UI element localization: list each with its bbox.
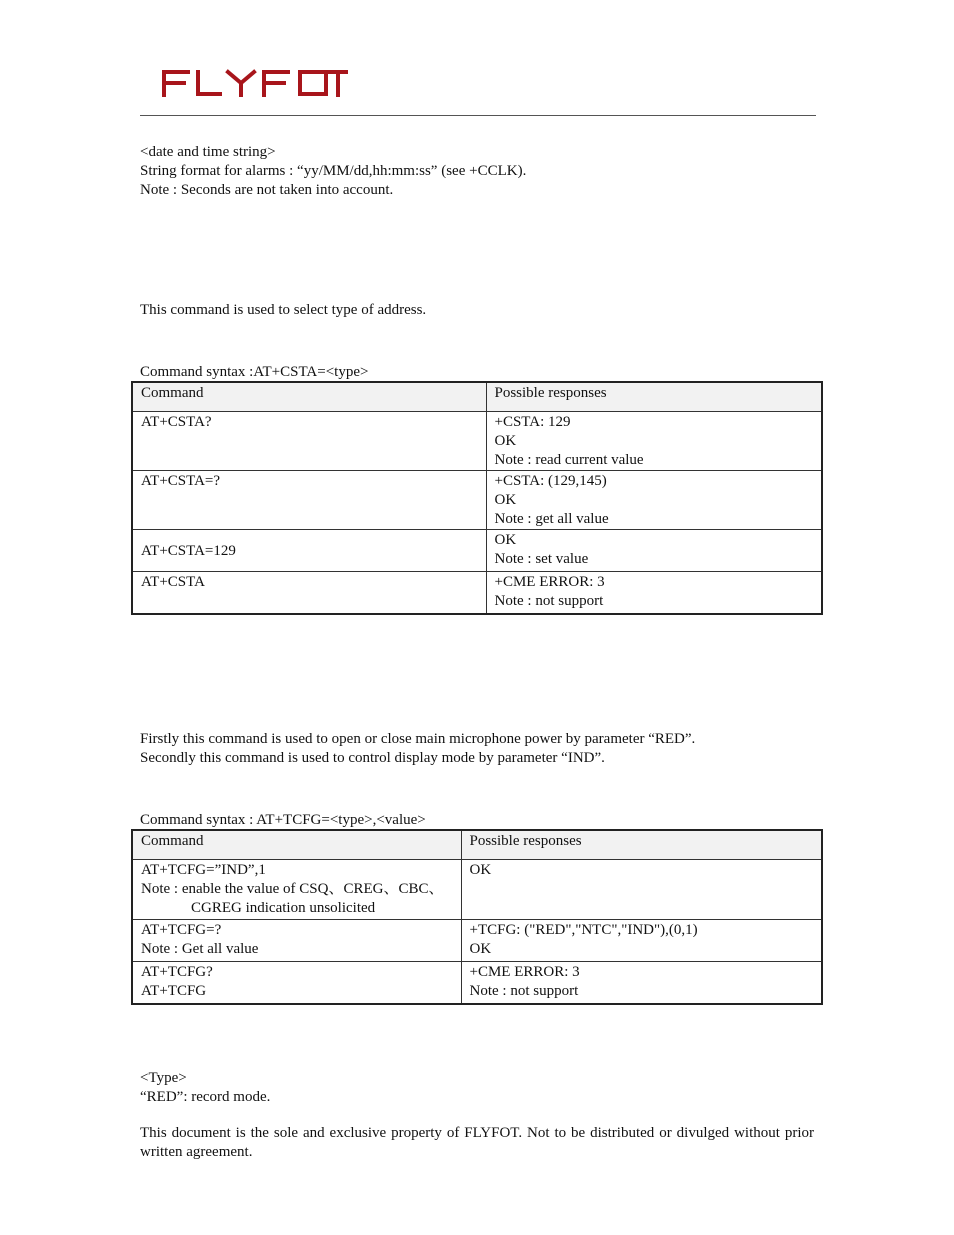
command-cell: AT+CSTA=129 (132, 530, 486, 572)
responses-cell (461, 860, 822, 920)
response-line: +CSTA: (129,145) (494, 473, 607, 489)
command-cell (132, 920, 461, 962)
param-red-desc: “RED”: record mode. (140, 1089, 271, 1105)
tcfg-syntax: Command syntax : AT+TCFG=<type>,<value> (140, 812, 426, 828)
table-row (132, 860, 822, 920)
table-header-row (132, 830, 822, 860)
responses-cell (461, 920, 822, 962)
response-line: Note : not support (469, 983, 579, 999)
command-cell: AT+CSTA (132, 572, 486, 614)
responses-cell (461, 962, 822, 1004)
response-line: Note : read current value (494, 452, 644, 468)
alarm-param-name: <date and time string> (140, 144, 276, 160)
response-line: OK (469, 862, 492, 878)
responses-cell (486, 471, 822, 530)
column-header-command: Command (132, 382, 486, 412)
flyfot-logo (160, 68, 350, 98)
command-line: AT+TCFG? (141, 964, 213, 980)
response-line: Note : set value (494, 551, 589, 567)
csta-syntax: Command syntax :AT+CSTA=<type> (140, 364, 369, 380)
alarm-parameter-block (140, 143, 526, 200)
command-note: Note : Get all value (141, 941, 259, 957)
command-cell (132, 860, 461, 920)
param-type-title: <Type> (140, 1070, 187, 1086)
response-line: OK (494, 532, 517, 548)
response-line: OK (494, 492, 517, 508)
header-rule (140, 115, 816, 116)
responses-cell (486, 412, 822, 471)
tcfg-description-line: Secondly this command is used to control display mode by parameter “IND”. (140, 750, 605, 766)
tcfg-command-table (131, 829, 823, 1005)
table-row (132, 962, 822, 1004)
response-line: OK (469, 941, 492, 957)
csta-command-table (131, 381, 823, 615)
command-line: AT+TCFG (141, 983, 207, 999)
alarm-param-note: Note : Seconds are not taken into account. (140, 182, 394, 198)
response-line: OK (494, 433, 517, 449)
table-row (132, 412, 822, 471)
responses-cell (486, 530, 822, 572)
table-row (132, 471, 822, 530)
tcfg-description (140, 730, 695, 768)
tcfg-parameter-block (140, 1069, 270, 1107)
response-line: Note : get all value (494, 511, 609, 527)
command-cell: AT+CSTA=? (132, 471, 486, 530)
column-header-responses: Possible responses (486, 382, 822, 412)
command-note: Note : enable the value of CSQ、CREG、CBC、 (141, 881, 444, 897)
table-row (132, 530, 822, 572)
tcfg-description-line: Firstly this command is used to open or close main microphone power by parameter “RED”. (140, 731, 696, 747)
command-note-continuation: CGREG indication unsolicited (191, 900, 376, 916)
column-header-responses: Possible responses (461, 830, 822, 860)
response-line: Note : not support (494, 593, 604, 609)
responses-cell (486, 572, 822, 614)
column-header-command: Command (132, 830, 461, 860)
command-cell: AT+CSTA? (132, 412, 486, 471)
response-line: +CME ERROR: 3 (494, 574, 605, 590)
command-line: AT+TCFG=”IND”,1 (141, 862, 266, 878)
response-line: +CSTA: 129 (494, 414, 571, 430)
table-row (132, 572, 822, 614)
table-row (132, 920, 822, 962)
response-line: +CME ERROR: 3 (469, 964, 580, 980)
command-cell (132, 962, 461, 1004)
response-line: +TCFG: ("RED","NTC","IND"),(0,1) (469, 922, 698, 938)
csta-description: This command is used to select type of address. (140, 302, 427, 318)
confidentiality-footer: This document is the sole and exclusive property of FLYFOT. Not to be distributed or divulged without prior written agreement. (140, 1125, 814, 1160)
alarm-param-format: String format for alarms : “yy/MM/dd,hh:mm:ss” (see +CCLK). (140, 163, 527, 179)
command-line: AT+TCFG=? (141, 922, 222, 938)
table-header-row (132, 382, 822, 412)
